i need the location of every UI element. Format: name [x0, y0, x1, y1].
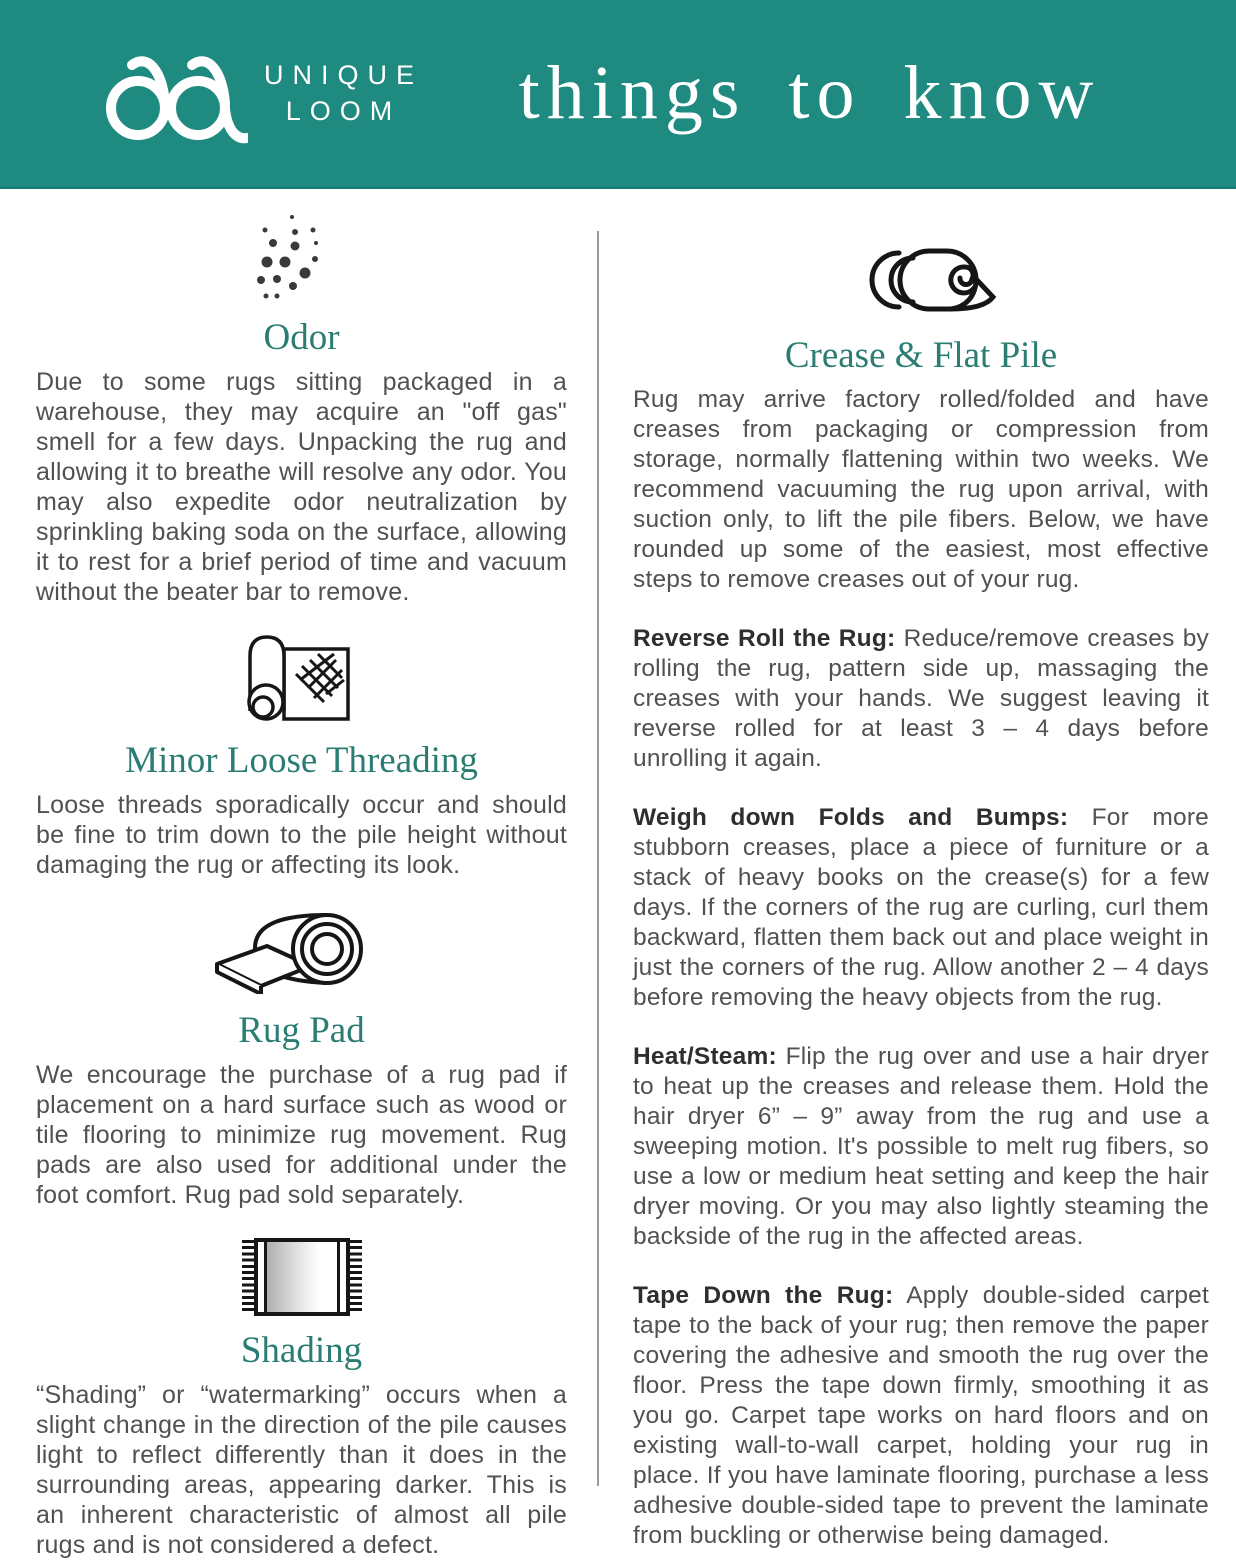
odor-body-text: Due to some rugs sitting packaged in a warehouse, they may acquire an "off gas" smell for a few days. Unpacking the rug and allowing it to breathe will resolve any odor. You may also expedite odor neutralization by sprinkling baking soda on the surface, allowing it to rest for a brief period of time and vacuum without the beater bar to remove. — [36, 368, 567, 606]
section-shading — [36, 1210, 567, 1560]
brand-logo — [98, 41, 423, 146]
tip-heat-steam — [633, 1042, 1209, 1252]
rolled-rug-spiral-icon — [841, 241, 1001, 319]
tip-tape-down-text: Apply double-sided carpet tape to the back of your rug; then remove the paper covering the adhesive and smooth the rug over the floor. Press the tape down firmly, smoothing it as you go. Carpet tape works on hard floors and on existing wall-to-wall carpet, holding your rug in place. If you have laminate flooring, purchase a less adhesive double-sided tape to prevent the laminate from buckling or otherwise being damaged. — [633, 1282, 1209, 1549]
tip-reverse-roll-text: Reduce/remove creases by rolling the rug, pattern side up, massaging the creases with your hands. We suggest leaving it reverse rolled for at least 3 – 4 days before unrolling it again. — [633, 625, 1209, 772]
loose-threading-heading: Minor Loose Threading — [125, 740, 478, 781]
section-loose-threading — [36, 607, 567, 880]
rug-pad-roll-icon — [207, 906, 397, 994]
odor-heading: Odor — [263, 317, 340, 358]
rug-fringe-right — [350, 1240, 362, 1314]
tip-weigh-down-text: For more stubborn creases, place a piece of furniture or a stack of heavy books on the crease(s) for a few days. If the corners of the rug are curling, curl them backward, flatten them back out and place weight in just the corners of the rug. Allow another 2 – 4 days before removing the heavy objects from the rug. — [633, 804, 1209, 1011]
page-title: things to know — [518, 51, 1101, 135]
crease-icon-box — [633, 189, 1209, 324]
rug-pad-heading: Rug Pad — [238, 1010, 365, 1051]
column-divider — [597, 231, 599, 1486]
rug-fringe-left — [242, 1240, 254, 1314]
tip-weigh-down-label: Weigh down Folds and Bumps: — [633, 804, 1069, 831]
section-odor — [36, 189, 567, 607]
left-column — [0, 189, 567, 1560]
shading-body-text: “Shading” or “watermarking” occurs when a slight change in the direction of the pile causes light to reflect differently than it does in the surrounding areas, appearing darker. This is an inherent characteristic of almost all pile rugs and is not considered a defect. — [36, 1381, 567, 1559]
crease-intro-text: Rug may arrive factory rolled/folded and have creases from packaging or compression from storage, normally flattening within two weeks. We recommend vacuuming the rug upon arrival, with suction only, to lift the pile fibers. Below, we have rounded up some of the easiest, most effective steps to remove creases out of your rug. — [633, 386, 1209, 593]
tip-reverse-roll — [633, 624, 1209, 774]
tip-heat-steam-text: Flip the rug over and use a hair dryer to heat up the creases and release them. Hold the hair dryer 6” – 9” away from the rug and use a sweeping motion. It's possible to melt rug fibers, so use a low or medium heat setting and keep the hair dryer moving. Or you may also lightly steaming the backside of the rug in the affected areas. — [633, 1043, 1209, 1250]
section-crease-flat-pile — [633, 189, 1209, 1551]
right-column — [567, 189, 1209, 1560]
rug-pad-icon-box — [36, 880, 567, 999]
rolled-rug-crosshatch-icon — [234, 629, 369, 724]
shading-heading: Shading — [240, 1330, 363, 1371]
rug-shading-gradient — [264, 1242, 340, 1312]
tip-reverse-roll-label: Reverse Roll the Rug: — [633, 625, 896, 652]
tip-tape-down — [633, 1281, 1209, 1551]
shading-icon-box — [36, 1210, 567, 1319]
tip-tape-down-label: Tape Down the Rug: — [633, 1282, 894, 1309]
threading-icon-box — [36, 607, 567, 729]
rug-body — [254, 1238, 350, 1316]
tip-heat-steam-label: Heat/Steam: — [633, 1043, 777, 1070]
loose-threading-body-text: Loose threads sporadically occur and should be fine to trim down to the pile height without damaging the rug or affecting its look. — [36, 791, 567, 879]
tip-weigh-down — [633, 803, 1209, 1013]
odor-icon-box — [36, 189, 567, 306]
brand-name-line2: LOOM — [285, 95, 402, 126]
crease-flat-pile-heading: Crease & Flat Pile — [784, 335, 1058, 376]
brand-name — [264, 58, 423, 128]
brand-name-line1: UNIQUE — [264, 60, 424, 91]
shaded-rug-fringe-icon — [242, 1238, 362, 1316]
content-area — [0, 189, 1236, 1560]
odor-speckles-icon — [242, 209, 362, 301]
header-banner — [0, 0, 1236, 189]
section-rug-pad — [36, 880, 567, 1210]
unique-loom-double-loop-logo-icon — [98, 41, 248, 146]
rug-pad-body-text: We encourage the purchase of a rug pad if placement on a hard surface such as wood or tile flooring to minimize rug movement. Rug pads are also used for additional under the foot comfort. Rug pad sold separately. — [36, 1061, 567, 1209]
